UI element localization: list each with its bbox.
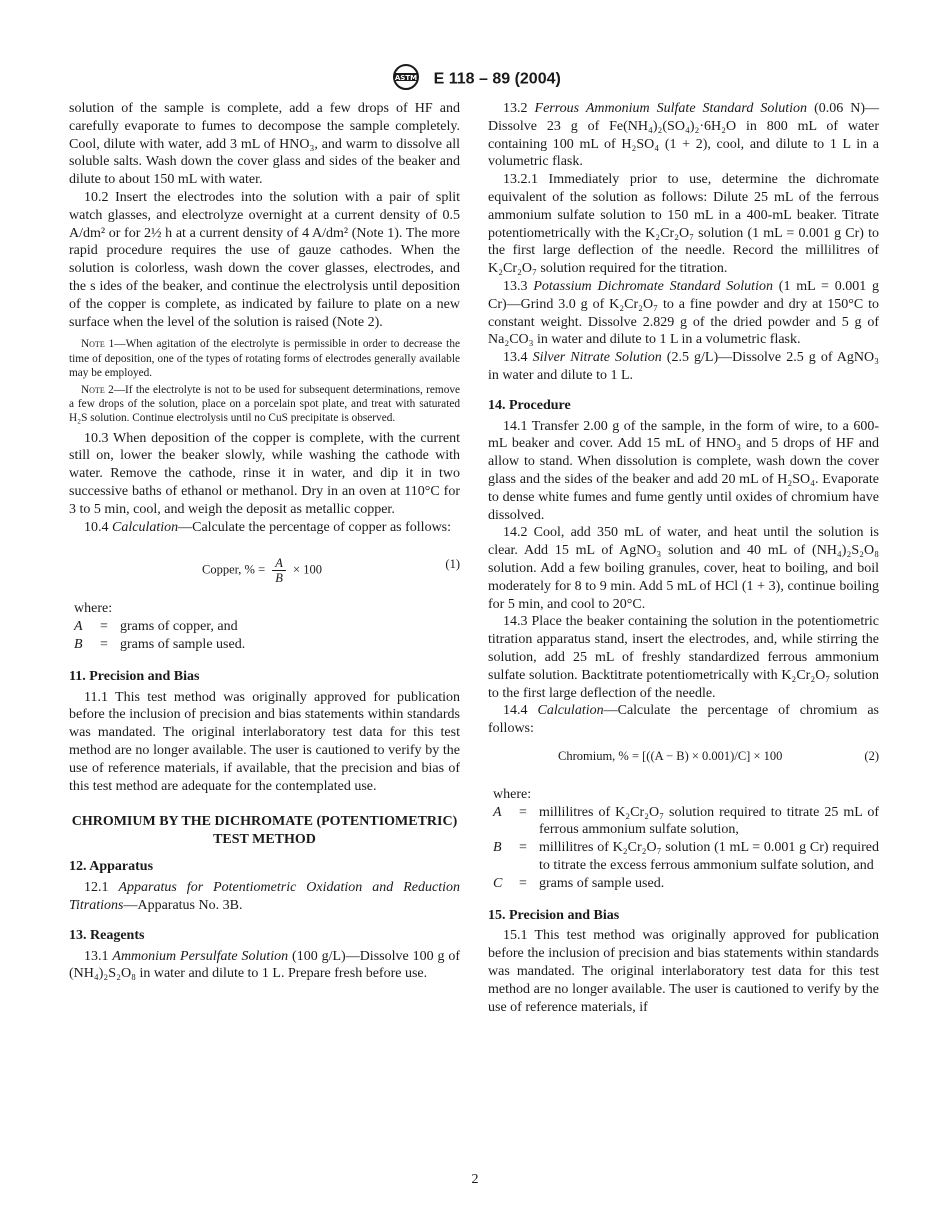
note-1-text: 1—When agitation of the electrolyte is permissible in order to decrease the time of deposition, one of the types of rotating forms of electrodes generally available may be employed. <box>69 338 460 379</box>
definition-text: millilitres of K₂Cr₂O₇ solution required to titrate 25 mL of ferrous ammonium sulfate solution, <box>539 804 879 838</box>
paragraph-10-4-text: —Calculate the percentage of copper as follows: <box>178 519 452 535</box>
equation-2-number: (2) <box>864 748 879 763</box>
note-2-label: Note <box>81 383 105 396</box>
paragraph-10-4-number: 10.4 <box>84 519 109 535</box>
astm-logo-icon <box>389 62 423 97</box>
equation-1-denominator: B <box>275 571 283 586</box>
definition-row <box>74 636 460 654</box>
paragraph-14-1: 14.1 Transfer 2.00 g of the sample, in the form of wire, to a 600-mL beaker and cover. Add 15 mL of HNO₃ and 5 drops of HF and allow to stand. When dissolution is complete, wash down the cover glass and the sides of the beaker and add 20 mL of H₂SO₄. Evaporate to dense white fumes and fume gently until oxides of chromium have dissolved. <box>488 418 879 523</box>
paragraph-11-1: 11.1 This test method was originally approved for publication before the inclusion of precision and bias statements within standards was mandated. The original interlaboratory test data for this test method are no longer available. The user is cautioned to verify by the use of reference materials, if available, that the precision and bias of this test method are adequate for the contemplated use. <box>69 689 460 794</box>
definition-equals: = <box>100 636 108 652</box>
paragraph-13-1-title: Ammonium Persulfate Solution <box>112 948 289 964</box>
note-2-text: 2—If the electrolyte is not to be used for subsequent determinations, remove a few drops of the solution, place on a porcelain spot plate, and treat with saturated H₂S solution. Continue electrolysis until no CuS precipitate is observed. <box>69 383 461 425</box>
equation-1-numerator: A <box>272 556 286 571</box>
note-2 <box>69 383 460 426</box>
definition-row <box>493 804 879 840</box>
paragraph-14-3: 14.3 Place the beaker containing the solution in the potentiometric titration apparatus stand, insert the electrodes, and, while stirring the solution, add 25 mL of freshly standardized ferrous ammonium sulfate solution. Backtitrate potentiometrically with K₂Cr₂O₇ solution to the first large deflection of the needle. <box>488 614 879 701</box>
standard-designation: E 118 – 89 (2004) <box>433 70 561 88</box>
paragraph-13-2 <box>488 100 879 171</box>
paragraph-14-4-text: —Calculate the percentage of chromium as follows: <box>488 703 879 737</box>
definition-equals: = <box>100 619 108 635</box>
paragraph-14-4-title: Calculation <box>537 703 604 719</box>
page-header <box>0 62 950 97</box>
page-number: 2 <box>471 1172 479 1187</box>
where-label: where: <box>493 786 532 802</box>
section-15-heading: 15. Precision and Bias <box>488 907 620 923</box>
paragraph-13-4 <box>488 349 879 385</box>
paragraph-14-4-number: 14.4 <box>503 703 528 719</box>
paragraph-13-2-text: (0.06 N)—Dissolve 23 g of Fe(NH₄)₂(SO₄)₂·6H₂O in 800 mL of water containing 100 mL of H₂SO₄ (1 + 2), cool, and dilute to 1 L in a volumetric flask. <box>488 101 880 170</box>
equation-1-number: (1) <box>445 557 460 572</box>
definition-equals: = <box>519 875 527 891</box>
paragraph-10-2: 10.2 Insert the electrodes into the solution with a pair of split watch glasses, and electrolyze overnight at a current density of 0.5 A/dm² or for 2½ h at a current density of 4 A/dm² (Note 1). The more rapid procedure requires the use of gauze cathodes. When the solution is colorless, wash down the cover glasses, electrodes, and the s ides of the beaker, and continue the electrolysis until deposition of the copper is complete, as indicated by failure to plate on a new surface when the level of the solution is raised (Note 2). <box>69 189 460 330</box>
equation-1-fraction <box>272 556 286 585</box>
definition-row <box>74 618 460 636</box>
section-11-heading: 11. Precision and Bias <box>69 668 200 684</box>
definition-text: grams of sample used. <box>539 875 665 891</box>
equation-2 <box>488 744 879 774</box>
paragraph-10-4 <box>69 519 460 537</box>
equation-1-tail: × 100 <box>293 562 322 577</box>
variable-definitions <box>493 804 879 893</box>
definition-symbol: C <box>493 875 503 891</box>
paragraph-13-2-1: 13.2.1 Immediately prior to use, determine the dichromate equivalent of the solution as follows: Dilute 25 mL of the ferrous ammonium sulfate solution to 150 mL in a 400-mL beaker. Titrate potentiometrically with the K₂Cr₂O₇ solution (1 mL = 0.001 g Cr) to the first large deflection of the needle. Record the millilitres of K₂Cr₂O₇ solution required for the titration. <box>488 172 879 277</box>
definition-symbol: B <box>493 840 502 856</box>
definition-equals: = <box>519 804 527 820</box>
paragraph-14-4 <box>488 702 879 738</box>
equation-2-body: Chromium, % = [((A − B) × 0.001)/C] × 100 <box>558 748 783 763</box>
equation-1-body <box>202 556 322 585</box>
paragraph-10-3: 10.3 When deposition of the copper is complete, with the current still on, lower the beaker slowly, while washing the cathode with water. Remove the cathode, rinse it in water, and dip it in two successive baths of ethanol or methanol. Dry in an oven at 110°C for 3 to 5 min, cool, and weigh the deposit as metallic copper. <box>69 430 460 517</box>
paragraph-12-1 <box>69 879 460 915</box>
definition-row <box>493 875 879 893</box>
equation-1-lhs: Copper, % = <box>202 562 266 577</box>
paragraph-13-1-number: 13.1 <box>84 948 109 964</box>
paragraph-13-1-text: (100 g/L)—Dissolve 100 g of (NH₄)₂S₂O₈ in water and dilute to 1 L. Prepare fresh before use. <box>69 948 461 982</box>
paragraph-13-2-title: Ferrous Ammonium Sulfate Standard Solution <box>534 101 808 116</box>
note-1 <box>69 337 460 380</box>
definition-text: grams of sample used. <box>120 636 246 652</box>
definition-text: millilitres of K₂Cr₂O₇ solution (1 mL = 0.001 g Cr) required to titrate the excess ferrous ammonium sulfate solution, and <box>539 840 879 874</box>
paragraph-13-2-number: 13.2 <box>503 101 528 116</box>
paragraph-13-1 <box>69 948 460 984</box>
paragraph-14-2: 14.2 Cool, add 350 mL of water, and heat until the solution is clear. Add 15 mL of AgNO₃ solution and 40 mL of (NH₄)₂S₂O₈ solution. Add a few boiling granules, cover, heat to boiling, and boil moderately for 8 to 9 min. Add 5 mL of HCl (1 + 3), continue boiling for 5 min, and cool to 20°C. <box>488 525 879 612</box>
paragraph-13-3-title: Potassium Dichromate Standard Solution <box>533 278 773 294</box>
right-column <box>488 100 879 1016</box>
section-13-heading: 13. Reagents <box>69 927 145 943</box>
paragraph-13-3-text: (1 mL = 0.001 g Cr)—Grind 3.0 g of K₂Cr₂O₇ to a fine powder and dry at 150°C to constant weight. Dissolve 2.829 g of the dried powder and 5 g of Na₂CO₃ in water and dilute to 1 L in a volumetric flask. <box>488 278 880 348</box>
paragraph-13-4-text: (2.5 g/L)—Dissolve 2.5 g of AgNO₃ in water and dilute to 1 L. <box>488 350 880 383</box>
variable-definitions <box>74 618 460 654</box>
paragraph-12-1-title: Apparatus for Potentiometric Oxidation and Reduction Titrations <box>69 880 460 913</box>
note-1-label: Note <box>81 338 105 351</box>
paragraph-10-4-title: Calculation <box>112 519 179 535</box>
paragraph-12-1-text: —Apparatus No. 3B. <box>123 897 243 913</box>
definition-equals: = <box>519 840 527 856</box>
definition-symbol: A <box>493 804 502 820</box>
section-14-heading: 14. Procedure <box>488 397 571 413</box>
paragraph-13-4-title: Silver Nitrate Solution <box>532 350 662 366</box>
definition-text: grams of copper, and <box>120 619 238 635</box>
paragraph-12-1-number: 12.1 <box>84 880 109 896</box>
paragraph-13-3-number: 13.3 <box>503 278 528 294</box>
equation-1 <box>69 546 460 586</box>
where-label: where: <box>74 601 113 617</box>
left-column <box>69 100 460 983</box>
definition-row <box>493 839 879 875</box>
definition-symbol: B <box>74 636 83 652</box>
method-title: CHROMIUM BY THE DICHROMATE (POTENTIOMETRIC) TEST METHOD <box>71 814 458 847</box>
definition-symbol: A <box>74 619 83 635</box>
paragraph-13-4-number: 13.4 <box>503 350 528 366</box>
section-12-heading: 12. Apparatus <box>69 859 154 875</box>
paragraph-13-3 <box>488 278 879 349</box>
svg-text:ASTM: ASTM <box>395 74 418 82</box>
paragraph-intro: solution of the sample is complete, add a few drops of HF and carefully evaporate to fumes to decompose the sample completely. Cool, dilute with water, add 3 mL of HNO₃, and warm to dissolve all soluble salts. Wash down the cover glass and sides of the beaker and dilute to about 150 mL with water. <box>69 101 460 188</box>
paragraph-15-1: 15.1 This test method was originally approved for publication before the inclusion of precision and bias statements within standards was mandated. The original interlaboratory test data for this test method are no longer available. The user is cautioned to verify by the use of reference materials, if <box>488 928 879 1015</box>
